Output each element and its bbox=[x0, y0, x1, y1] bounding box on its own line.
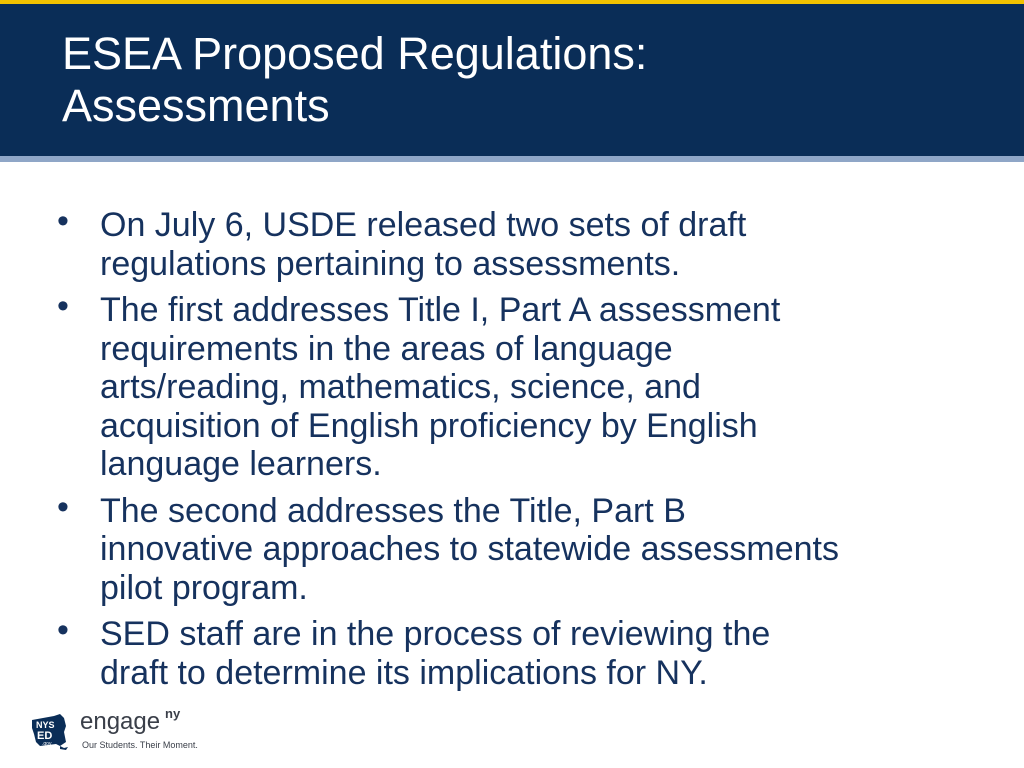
bullet-line: pilot program. bbox=[100, 568, 308, 607]
slide-title bbox=[62, 28, 962, 132]
bullet-line: The first addresses Title I, Part A assessment bbox=[100, 291, 781, 329]
bullet-line: On July 6, USDE released two sets of draft bbox=[100, 206, 747, 244]
bullet-item bbox=[52, 287, 982, 484]
bullet-line: innovative approaches to statewide assessments bbox=[100, 530, 839, 568]
bullet-line: acquisition of English proficiency by English bbox=[100, 406, 758, 445]
engage-brand: engage bbox=[80, 708, 161, 735]
bullet-line: requirements in the areas of language bbox=[100, 329, 673, 368]
new-york-state-map-icon bbox=[30, 712, 70, 752]
logo-text-gov: .gov bbox=[42, 741, 52, 747]
logo-text-nys: NYS bbox=[36, 720, 55, 730]
bullet-dot: • bbox=[57, 202, 69, 240]
title-underline bbox=[0, 156, 1024, 162]
bullet-dot: • bbox=[57, 287, 69, 325]
bullet-dot: • bbox=[57, 487, 69, 526]
bullet-item bbox=[52, 487, 982, 608]
bullet-dot: • bbox=[57, 611, 69, 649]
bullet-line: SED staff are in the process of reviewing the bbox=[100, 615, 771, 653]
bullet-list bbox=[52, 202, 982, 700]
bullet-line: The second addresses the Title, Part B bbox=[100, 491, 686, 530]
engage-brand-superscript: ny bbox=[165, 706, 181, 721]
bullet-line: regulations pertaining to assessments. bbox=[100, 244, 681, 283]
brand-tagline: Our Students. Their Moment. bbox=[82, 740, 198, 750]
slide-title-line-2: Assessments bbox=[62, 80, 330, 131]
bullet-line: language learners. bbox=[100, 445, 382, 483]
bullet-item bbox=[52, 202, 982, 283]
slide-title-line-1: ESEA Proposed Regulations: bbox=[62, 28, 648, 79]
bullet-line: draft to determine its implications for NY. bbox=[100, 653, 708, 692]
bullet-line: arts/reading, mathematics, science, and bbox=[100, 368, 701, 406]
bullet-item bbox=[52, 611, 982, 692]
logo-text-ed: ED bbox=[37, 730, 53, 742]
